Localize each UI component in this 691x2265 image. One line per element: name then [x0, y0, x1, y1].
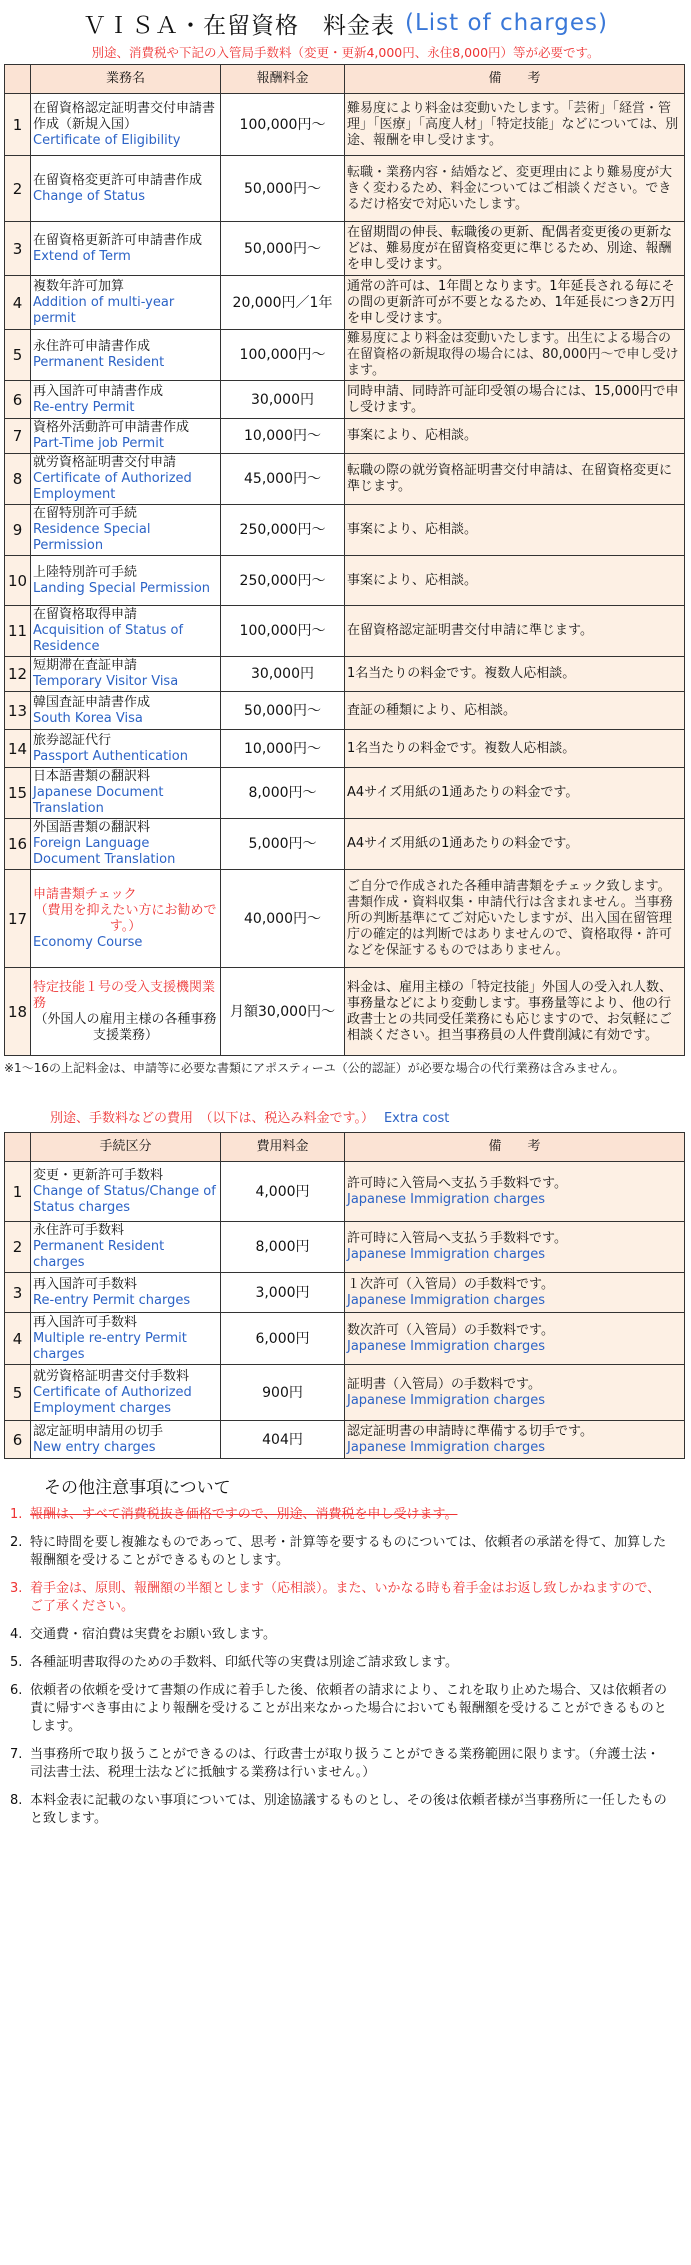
procedure-name-jp: 変更・更新許可手数料 — [33, 1167, 164, 1183]
cost-cell: 8,000円 — [221, 1222, 345, 1273]
remarks-cell: 在留資格認定証明書交付申請に準じます。 — [345, 606, 685, 657]
row-number: 2 — [5, 1222, 31, 1273]
main-fee-table — [4, 64, 685, 1056]
cost-cell: 3,000円 — [221, 1273, 345, 1313]
note-number: 2. — [10, 1535, 23, 1550]
service-name-en: Addition of multi-year permit — [33, 294, 175, 326]
row-number: 12 — [5, 657, 31, 692]
note-number: 8. — [10, 1793, 23, 1808]
remarks-cell: 転職の際の就労資格証明書交付申請は、在留資格変更に準じます。 — [345, 454, 685, 505]
note-item — [10, 1534, 671, 1570]
service-name-jp-sub: （外国人の雇用主様の各種事務支援業務） — [34, 1011, 217, 1043]
note-text: 当事務所で取り扱うことができるのは、行政書士が取り扱うことができる業務範囲に限ります。（弁護士法・司法書士法、税理士法などに抵触する業務は行いません。） — [30, 1747, 660, 1780]
procedure-name-en: New entry charges — [33, 1439, 156, 1455]
fee-cell: 5,000円～ — [221, 819, 345, 870]
note-number: 1. — [10, 1507, 23, 1522]
service-name-en: Part-Time job Permit — [33, 436, 164, 451]
note-item — [10, 1746, 671, 1782]
table-row — [5, 505, 685, 556]
header-no — [5, 65, 31, 94]
table-row — [5, 556, 685, 606]
remark-jp: 数次許可（入管局）の手数料です。 — [347, 1322, 554, 1338]
table-row — [5, 222, 685, 276]
procedure-name-en: Change of Status/Change of Status charges — [33, 1183, 216, 1215]
service-name-jp: 在留資格変更許可申請書作成 — [33, 172, 203, 188]
note-number: 6. — [10, 1683, 23, 1698]
service-name-cell — [31, 968, 221, 1056]
remarks-cell: 1名当たりの料金です。複数人応相談。 — [345, 657, 685, 692]
row-number: 5 — [5, 1365, 31, 1421]
row-number: 6 — [5, 1421, 31, 1459]
service-name-jp: 在留資格認定証明書交付申請書作成（新規入国） — [33, 100, 216, 132]
row-number: 14 — [5, 730, 31, 768]
row-number: 7 — [5, 419, 31, 454]
remark-jp: 認定証明書の申請時に準備する切手です。 — [347, 1423, 593, 1439]
service-name-jp: 複数年許可加算 — [33, 278, 125, 294]
remarks-cell — [345, 1313, 685, 1365]
header-no — [5, 1133, 31, 1162]
service-name-cell — [31, 222, 221, 276]
row-number: 1 — [5, 1162, 31, 1222]
service-name-cell — [31, 381, 221, 419]
note-text: 各種証明書取得のための手数料、印紙代等の実費は別途ご請求致します。 — [30, 1655, 458, 1670]
remarks-cell — [345, 1273, 685, 1313]
fee-cell: 50,000円～ — [221, 222, 345, 276]
table-row — [5, 1313, 685, 1365]
remark-jp: 許可時に入管局へ支払う手数料です。 — [347, 1231, 567, 1246]
service-name-en: South Korea Visa — [33, 710, 143, 726]
remarks-cell — [345, 1222, 685, 1273]
service-name-en: Permanent Resident — [33, 355, 165, 370]
extra-cost-english: Extra cost — [383, 1111, 450, 1126]
remark-jp: １次許可（入管局）の手数料です。 — [347, 1276, 554, 1292]
remarks-cell: 転職・業務内容・結婚など、変更理由により難易度が大きく変わるため、料金についてはご相談ください。できるだけ格安で対応いたします。 — [345, 156, 685, 222]
table-row — [5, 1365, 685, 1421]
remarks-cell: 事案により、応相談。 — [345, 419, 685, 454]
service-name-cell — [31, 556, 221, 606]
service-name-cell — [31, 730, 221, 768]
cost-cell: 404円 — [221, 1421, 345, 1459]
note-item — [10, 1626, 671, 1644]
note-number: 5. — [10, 1655, 23, 1670]
service-name-cell — [31, 692, 221, 730]
remarks-cell: A4サイズ用紙の1通あたりの料金です。 — [345, 768, 685, 819]
service-name-cell — [31, 505, 221, 556]
procedure-name-jp: 就労資格証明書交付手数料 — [33, 1368, 190, 1384]
remark-jp: 許可時に入管局へ支払う手数料です。 — [347, 1175, 567, 1191]
table-row — [5, 606, 685, 657]
remarks-cell: 難易度により料金は変動いたします。「芸術」「経営・管理」「医療」「高度人材」「特定技能」などについては、別途、報酬を申し受けます。 — [345, 94, 685, 156]
fee-cell: 月額30,000円～ — [221, 968, 345, 1056]
cost-cell: 6,000円 — [221, 1313, 345, 1365]
note-text: 依頼者の依頼を受けて書類の作成に着手した後、依頼者の請求により、これを取り止めた場合、又は依頼者の責に帰すべき事由により報酬を受けることが出来なかった場合においても報酬額を受けることができるものとします。 — [30, 1683, 668, 1734]
service-name-cell — [31, 330, 221, 381]
row-number: 8 — [5, 454, 31, 505]
header-remarks: 備 考 — [345, 65, 685, 94]
other-notes-list — [0, 1506, 691, 1828]
extra-cost-table — [4, 1132, 685, 1459]
row-number: 13 — [5, 692, 31, 730]
service-name-cell — [31, 819, 221, 870]
table-row — [5, 1222, 685, 1273]
table-row — [5, 657, 685, 692]
extra-cost-label: 別途、手数料などの費用 （以下は、税込み料金です。） — [50, 1111, 374, 1126]
fee-cell: 30,000円 — [221, 657, 345, 692]
table-row — [5, 454, 685, 505]
procedure-name-en: Re-entry Permit charges — [33, 1292, 191, 1308]
row-number: 15 — [5, 768, 31, 819]
table-row — [5, 381, 685, 419]
service-name-en: Certificate of Eligibility — [33, 132, 181, 148]
remarks-cell: 通常の許可は、1年間となります。1年延長される毎にその間の更新許可が不要となるため、1年延長につき2万円を申し受けます。 — [345, 276, 685, 330]
row-number: 1 — [5, 94, 31, 156]
service-name-jp: 在留資格更新許可申請書作成 — [33, 232, 203, 248]
note-item — [10, 1792, 671, 1828]
remark-jp: 証明書（入管局）の手数料です。 — [347, 1376, 541, 1392]
note-number: 3. — [10, 1581, 23, 1596]
service-name-cell — [31, 870, 221, 968]
service-name-cell — [31, 657, 221, 692]
fee-cell: 100,000円～ — [221, 606, 345, 657]
procedure-name-jp: 永住許可手数料 — [33, 1223, 125, 1238]
table-row — [5, 330, 685, 381]
service-name-cell — [31, 606, 221, 657]
note-text: 報酬は、すべて消費税抜き価格ですので、別途、消費税を申し受けます。 — [30, 1507, 458, 1522]
procedure-cell — [31, 1421, 221, 1459]
table-footnote — [0, 1056, 691, 1084]
fee-cell: 100,000円～ — [221, 94, 345, 156]
table-header-row — [5, 1133, 685, 1162]
service-name-jp: 資格外活動許可申請書作成 — [33, 420, 190, 435]
procedure-cell — [31, 1162, 221, 1222]
service-name-en: Residence Special Permission — [33, 522, 151, 553]
row-number: 3 — [5, 222, 31, 276]
note-text: 着手金は、原則、報酬額の半額とします（応相談）。また、いかなる時も着手金はお返し致しかねますので、ご了承ください。 — [30, 1581, 661, 1614]
remarks-cell — [345, 1421, 685, 1459]
row-number: 2 — [5, 156, 31, 222]
page-title — [0, 0, 691, 42]
service-name-en: Landing Special Permission — [33, 580, 211, 596]
service-name-en: Certificate of Authorized Employment — [33, 471, 192, 502]
table-row — [5, 94, 685, 156]
table-row — [5, 276, 685, 330]
procedure-name-jp: 認定証明申請用の切手 — [33, 1423, 164, 1439]
service-name-en: Japanese Document Translation — [33, 785, 164, 816]
row-number: 5 — [5, 330, 31, 381]
service-name-en: Passport Authentication — [33, 748, 188, 764]
header-fee: 報酬料金 — [221, 65, 345, 94]
other-notes-title: その他注意事項について — [44, 1478, 231, 1498]
row-number: 10 — [5, 556, 31, 606]
service-name-en: Acquisition of Status of Residence — [33, 623, 184, 654]
remarks-cell — [345, 1162, 685, 1222]
extra-cost-heading — [0, 1098, 691, 1132]
remarks-cell — [345, 1365, 685, 1421]
fee-cell: 100,000円～ — [221, 330, 345, 381]
fee-cell: 45,000円～ — [221, 454, 345, 505]
row-number: 6 — [5, 381, 31, 419]
extra-cost-table-body — [5, 1162, 685, 1459]
remark-en: Japanese Immigration charges — [347, 1191, 546, 1207]
table-row — [5, 419, 685, 454]
remark-en: Japanese Immigration charges — [347, 1338, 546, 1354]
fee-cell: 40,000円～ — [221, 870, 345, 968]
remark-en: Japanese Immigration charges — [347, 1392, 546, 1408]
remarks-cell: 事案により、応相談。 — [345, 556, 685, 606]
remarks-cell: 難易度により料金は変動いたします。出生による場合の在留資格の新規取得の場合には、80,000円～で申し受けます。 — [345, 330, 685, 381]
service-name-jp: 短期滞在査証申請 — [33, 658, 138, 673]
service-name-en: Economy Course — [33, 934, 143, 950]
remark-en: Japanese Immigration charges — [347, 1439, 546, 1455]
header-service: 業務名 — [31, 65, 221, 94]
title-english: (List of charges) — [404, 10, 609, 36]
remarks-cell: 査証の種類により、応相談。 — [345, 692, 685, 730]
remarks-cell: 料金は、雇用主様の「特定技能」外国人の受入れ人数、事務量などにより変動します。事務量等により、他の行政書士との共同受任業務にも応じますので、お気軽にご相談ください。担当事務員の人件費削減に有効です。 — [345, 968, 685, 1056]
row-number: 4 — [5, 276, 31, 330]
remarks-cell: 事案により、応相談。 — [345, 505, 685, 556]
note-item — [10, 1506, 671, 1524]
remark-en: Japanese Immigration charges — [347, 1292, 546, 1308]
note-item — [10, 1682, 671, 1736]
service-name-cell — [31, 768, 221, 819]
service-name-cell — [31, 94, 221, 156]
service-name-jp: 再入国許可申請書作成 — [33, 383, 164, 399]
service-name-jp: 旅券認証代行 — [33, 732, 112, 748]
note-item — [10, 1580, 671, 1616]
service-name-cell — [31, 156, 221, 222]
service-name-jp: 日本語書類の翻訳料 — [33, 769, 151, 784]
header-remarks: 備 考 — [345, 1133, 685, 1162]
row-number: 18 — [5, 968, 31, 1056]
fee-cell: 20,000円／1年 — [221, 276, 345, 330]
service-name-cell — [31, 419, 221, 454]
row-number: 4 — [5, 1313, 31, 1365]
service-name-jp: 永住許可申請書作成 — [33, 339, 151, 354]
fee-cell: 250,000円～ — [221, 556, 345, 606]
table-row — [5, 1421, 685, 1459]
service-name-jp: 上陸特別許可手続 — [33, 564, 138, 580]
header-procedure: 手続区分 — [31, 1133, 221, 1162]
row-number: 16 — [5, 819, 31, 870]
procedure-cell — [31, 1222, 221, 1273]
note-item — [10, 1654, 671, 1672]
footnote-text: ※1～16の上記料金は、申請等に必要な書類にアポスティーユ（公的認証）が必要な場合の代行業務は含みません。 — [4, 1061, 625, 1075]
service-name-en: Temporary Visitor Visa — [33, 674, 179, 689]
procedure-name-en: Multiple re-entry Permit charges — [33, 1330, 187, 1362]
service-name-jp: 在留資格取得申請 — [33, 607, 138, 622]
service-name-jp: 在留特別許可手続 — [33, 506, 138, 521]
service-name-en: Change of Status — [33, 188, 145, 204]
fee-cell: 30,000円 — [221, 381, 345, 419]
table-row — [5, 1273, 685, 1313]
note-text: 特に時間を要し複雑なものであって、思考・計算等を要するものについては、依頼者の承諾を得て、加算した報酬額を受けることができるものとします。 — [30, 1535, 667, 1568]
procedure-cell — [31, 1365, 221, 1421]
table-row — [5, 692, 685, 730]
table-row — [5, 156, 685, 222]
remark-en: Japanese Immigration charges — [347, 1247, 546, 1262]
row-number: 17 — [5, 870, 31, 968]
table-row — [5, 768, 685, 819]
remarks-cell: A4サイズ用紙の1通あたりの料金です。 — [345, 819, 685, 870]
procedure-name-jp: 再入国許可手数料 — [33, 1314, 138, 1330]
remarks-cell: 在留期間の伸長、転職後の更新、配偶者変更後の更新などは、難易度が在留資格変更に準じるため、別途、報酬を申し受けます。 — [345, 222, 685, 276]
service-name-jp: 韓国査証申請書作成 — [33, 694, 151, 710]
cost-cell: 900円 — [221, 1365, 345, 1421]
table-row — [5, 730, 685, 768]
fee-cell: 50,000円～ — [221, 156, 345, 222]
row-number: 9 — [5, 505, 31, 556]
fee-cell: 10,000円～ — [221, 730, 345, 768]
service-name-en: Re-entry Permit — [33, 399, 135, 415]
note-number: 7. — [10, 1747, 23, 1762]
service-name-en: Foreign Language Document Translation — [33, 836, 176, 867]
title-main: ＶＩＳＡ・在留資格 料金表 — [82, 12, 395, 39]
main-fee-table-body — [5, 94, 685, 1056]
row-number: 3 — [5, 1273, 31, 1313]
fee-cell: 50,000円～ — [221, 692, 345, 730]
table-row — [5, 819, 685, 870]
note-text: 交通費・宿泊費は実費をお願い致します。 — [30, 1627, 276, 1642]
remarks-cell: ご自分で作成された各種申請書類をチェック致します。書類作成・資料収集・申請代行は含まれません。当事務所の判断基準にてご対応いたしますが、出入国在留管理庁の確定的は判断ではありませんので、資格取得・許可などを保証するものではありません。 — [345, 870, 685, 968]
remarks-cell: 1名当たりの料金です。複数人応相談。 — [345, 730, 685, 768]
service-name-cell — [31, 276, 221, 330]
table-row — [5, 1162, 685, 1222]
header-cost: 費用料金 — [221, 1133, 345, 1162]
table-header-row — [5, 65, 685, 94]
procedure-cell — [31, 1273, 221, 1313]
service-name-cell — [31, 454, 221, 505]
fee-cell: 8,000円～ — [221, 768, 345, 819]
fee-cell: 10,000円～ — [221, 419, 345, 454]
service-name-jp: 特定技能１号の受入支援機関業務 — [33, 979, 216, 1011]
service-name-jp: 申請書類チェック — [33, 886, 137, 902]
service-name-en: Extend of Term — [33, 248, 131, 264]
remarks-cell: 同時申請、同時許可証印受領の場合には、15,000円で申し受けます。 — [345, 381, 685, 419]
service-name-jp-sub: （費用を抑えたい方にお勧めです。） — [34, 902, 217, 934]
procedure-name-jp: 再入国許可手数料 — [33, 1276, 138, 1292]
table-row — [5, 870, 685, 968]
row-number: 11 — [5, 606, 31, 657]
procedure-cell — [31, 1313, 221, 1365]
note-number: 4. — [10, 1627, 23, 1642]
top-note: 別途、消費税や下記の入管局手数料（変更・更新4,000円、永住8,000円）等が必要です。 — [91, 45, 600, 60]
procedure-name-en: Permanent Resident charges — [33, 1239, 165, 1270]
note-text: 本料金表に記載のない事項については、別途協議するものとし、その後は依頼者様が当事務所に一任したものと致します。 — [30, 1793, 667, 1826]
service-name-jp: 外国語書類の翻訳料 — [33, 820, 151, 835]
table-row — [5, 968, 685, 1056]
cost-cell: 4,000円 — [221, 1162, 345, 1222]
procedure-name-en: Certificate of Authorized Employment charges — [33, 1384, 192, 1416]
service-name-jp: 就労資格証明書交付申請 — [33, 455, 177, 470]
fee-cell: 250,000円～ — [221, 505, 345, 556]
